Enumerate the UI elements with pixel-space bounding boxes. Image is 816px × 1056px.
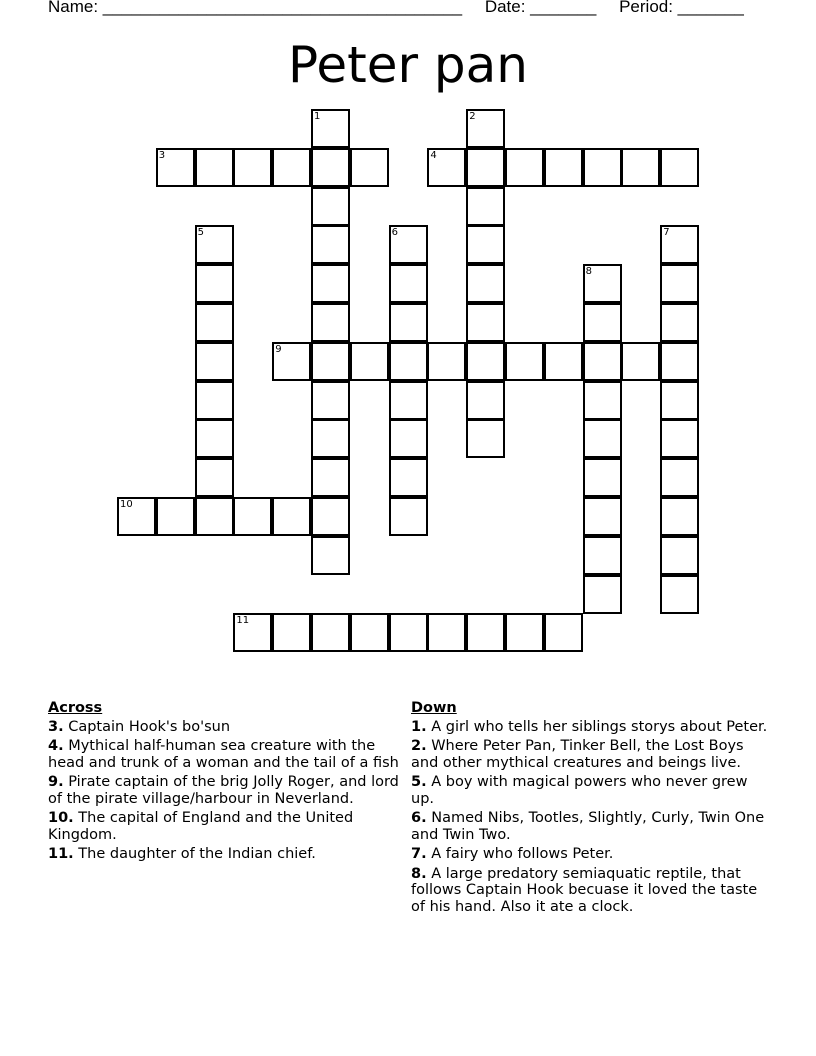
clue-number: 8. [411,865,427,882]
clue-across-3 [48,719,408,736]
clue-across-10 [48,810,408,843]
grid-cell[interactable] [389,497,428,536]
grid-cell[interactable] [583,458,622,497]
across-heading: Across [48,700,103,716]
grid-cell[interactable] [660,381,699,420]
clue-across-9 [48,774,408,807]
cell-number: 3 [158,149,166,161]
grid-cell[interactable] [156,148,195,187]
grid-cell[interactable] [544,613,583,652]
cell-number: 10 [120,499,133,510]
grid-cell[interactable] [389,458,428,497]
grid-cell[interactable] [311,187,350,226]
cell-number: 2 [469,111,476,122]
grid-cell[interactable] [195,497,234,536]
page-title: Peter pan [287,36,528,94]
grid-cell[interactable] [583,419,622,458]
grid-cell[interactable] [427,613,466,652]
clue-number: 9. [48,774,64,790]
clue-number: 6. [411,810,427,826]
cell-number: 8 [585,266,592,278]
grid-cell[interactable] [233,148,272,187]
grid-cell[interactable] [466,109,505,148]
clue-across-4 [48,738,408,771]
cell-number: 7 [663,227,670,239]
grid-cell[interactable] [311,148,350,187]
grid-cell[interactable] [272,342,311,381]
grid-cell[interactable] [583,148,622,187]
grid-cell[interactable] [621,342,660,381]
clue-text: A fairy who follows Peter. [431,846,614,862]
period-field[interactable]: Period: _______ [619,0,744,16]
grid-cell[interactable] [195,303,234,342]
cell-number: 9 [275,343,282,355]
grid-cell[interactable] [311,419,350,458]
clue-number: 7. [411,846,427,862]
grid-cell[interactable] [311,225,350,264]
grid-cell[interactable] [583,342,622,381]
grid-cell[interactable] [389,303,428,342]
grid-cell[interactable] [195,264,234,303]
grid-cell[interactable] [660,458,699,497]
grid-cell[interactable] [505,148,544,187]
grid-cell[interactable] [311,613,350,652]
clue-text: A large predatory semiaquatic reptile, that follows Captain Hook becuase it loved the taste of his hand. Also it ate a clock. [411,865,758,915]
cell-number: 1 [314,111,321,122]
down-heading: Down [411,700,457,716]
grid-cell[interactable] [311,303,350,342]
clue-text: Mythical half-human sea creature with the head and trunk of a woman and the tail of a fish [48,738,399,771]
grid-cell[interactable] [156,497,195,536]
grid-cell[interactable] [544,148,583,187]
clue-down-1 [411,719,771,736]
clue-text: Pirate captain of the brig Jolly Roger, and lord of the pirate village/harbour in Neverland. [48,774,399,807]
grid-cell[interactable] [389,613,428,652]
grid-cell[interactable] [311,264,350,303]
clue-down-8 [411,866,771,916]
grid-cell[interactable] [505,342,544,381]
grid-cell[interactable] [233,497,272,536]
grid-cell[interactable] [660,575,699,614]
clue-text: Captain Hook's bo'sun [68,718,231,735]
grid-cell[interactable] [466,225,505,264]
grid-cell[interactable] [272,613,311,652]
grid-cell[interactable] [583,303,622,342]
grid-cell[interactable] [427,342,466,381]
grid-cell[interactable] [272,148,311,187]
grid-cell[interactable] [195,148,234,187]
grid-cell[interactable] [583,381,622,420]
grid-cell[interactable] [660,225,699,264]
grid-cell[interactable] [389,264,428,303]
cell-number: 5 [197,227,204,239]
grid-cell[interactable] [350,148,389,187]
grid-cell[interactable] [660,342,699,381]
clue-text: Where Peter Pan, Tinker Bell, the Lost Boys and other mythical creatures and beings live. [411,738,744,771]
clue-down-7 [411,846,771,863]
clue-down-5 [411,774,771,807]
grid-cell[interactable] [583,497,622,536]
grid-cell[interactable] [389,381,428,420]
grid-cell[interactable] [660,497,699,536]
name-field[interactable]: Name: ______________________________________ [48,0,463,16]
grid-cell[interactable] [389,342,428,381]
grid-cell[interactable] [621,148,660,187]
clue-number: 2. [411,738,427,754]
clue-down-6 [411,810,771,843]
grid-cell[interactable] [350,613,389,652]
grid-cell[interactable] [466,303,505,342]
grid-cell[interactable] [195,419,234,458]
clue-text: Named Nibs, Tootles, Slightly, Curly, Twin One and Twin Two. [411,810,765,843]
grid-cell[interactable] [583,264,622,303]
grid-cell[interactable] [389,419,428,458]
down-clues [411,700,771,918]
clue-down-2 [411,738,771,771]
clue-number: 10. [48,810,74,826]
clue-text: The daughter of the Indian chief. [78,846,316,862]
grid-cell[interactable] [660,303,699,342]
grid-cell[interactable] [117,497,156,536]
grid-cell[interactable] [311,458,350,497]
grid-cell[interactable] [466,613,505,652]
grid-cell[interactable] [427,148,466,187]
clue-text: The capital of England and the United Kingdom. [48,810,354,843]
grid-cell[interactable] [466,381,505,420]
grid-cell[interactable] [466,342,505,381]
grid-cell[interactable] [311,497,350,536]
grid-cell[interactable] [466,419,505,458]
clue-text: A boy with magical powers who never grew up. [411,774,748,807]
clue-number: 5. [411,774,427,790]
cell-number: 11 [236,615,250,627]
grid-cell[interactable] [660,419,699,458]
grid-cell[interactable] [583,536,622,575]
clue-number: 11. [48,846,74,862]
grid-cell[interactable] [544,342,583,381]
clue-number: 1. [411,718,427,735]
grid-cell[interactable] [505,613,544,652]
grid-cell[interactable] [311,381,350,420]
grid-cell[interactable] [272,497,311,536]
date-field[interactable]: Date: _______ [484,0,597,16]
grid-cell[interactable] [466,148,505,187]
cell-number: 4 [430,149,437,161]
grid-cell[interactable] [195,458,234,497]
grid-cell[interactable] [195,342,234,381]
grid-cell[interactable] [195,225,234,264]
clue-text: A girl who tells her siblings storys about Peter. [431,718,768,735]
grid-cell[interactable] [350,342,389,381]
clue-number: 4. [48,738,64,754]
grid-cell[interactable] [660,536,699,575]
across-clues [48,700,408,866]
grid-cell[interactable] [660,264,699,303]
grid-cell[interactable] [466,187,505,226]
grid-cell[interactable] [195,381,234,420]
cell-number: 6 [391,227,398,239]
grid-cell[interactable] [583,575,622,614]
grid-cell[interactable] [311,109,350,148]
grid-cell[interactable] [233,613,272,652]
grid-cell[interactable] [311,536,350,575]
grid-cell[interactable] [311,342,350,381]
grid-cell[interactable] [466,264,505,303]
grid-cell[interactable] [660,148,699,187]
clue-across-11 [48,846,408,863]
clue-number: 3. [48,718,64,735]
grid-cell[interactable] [389,225,428,264]
